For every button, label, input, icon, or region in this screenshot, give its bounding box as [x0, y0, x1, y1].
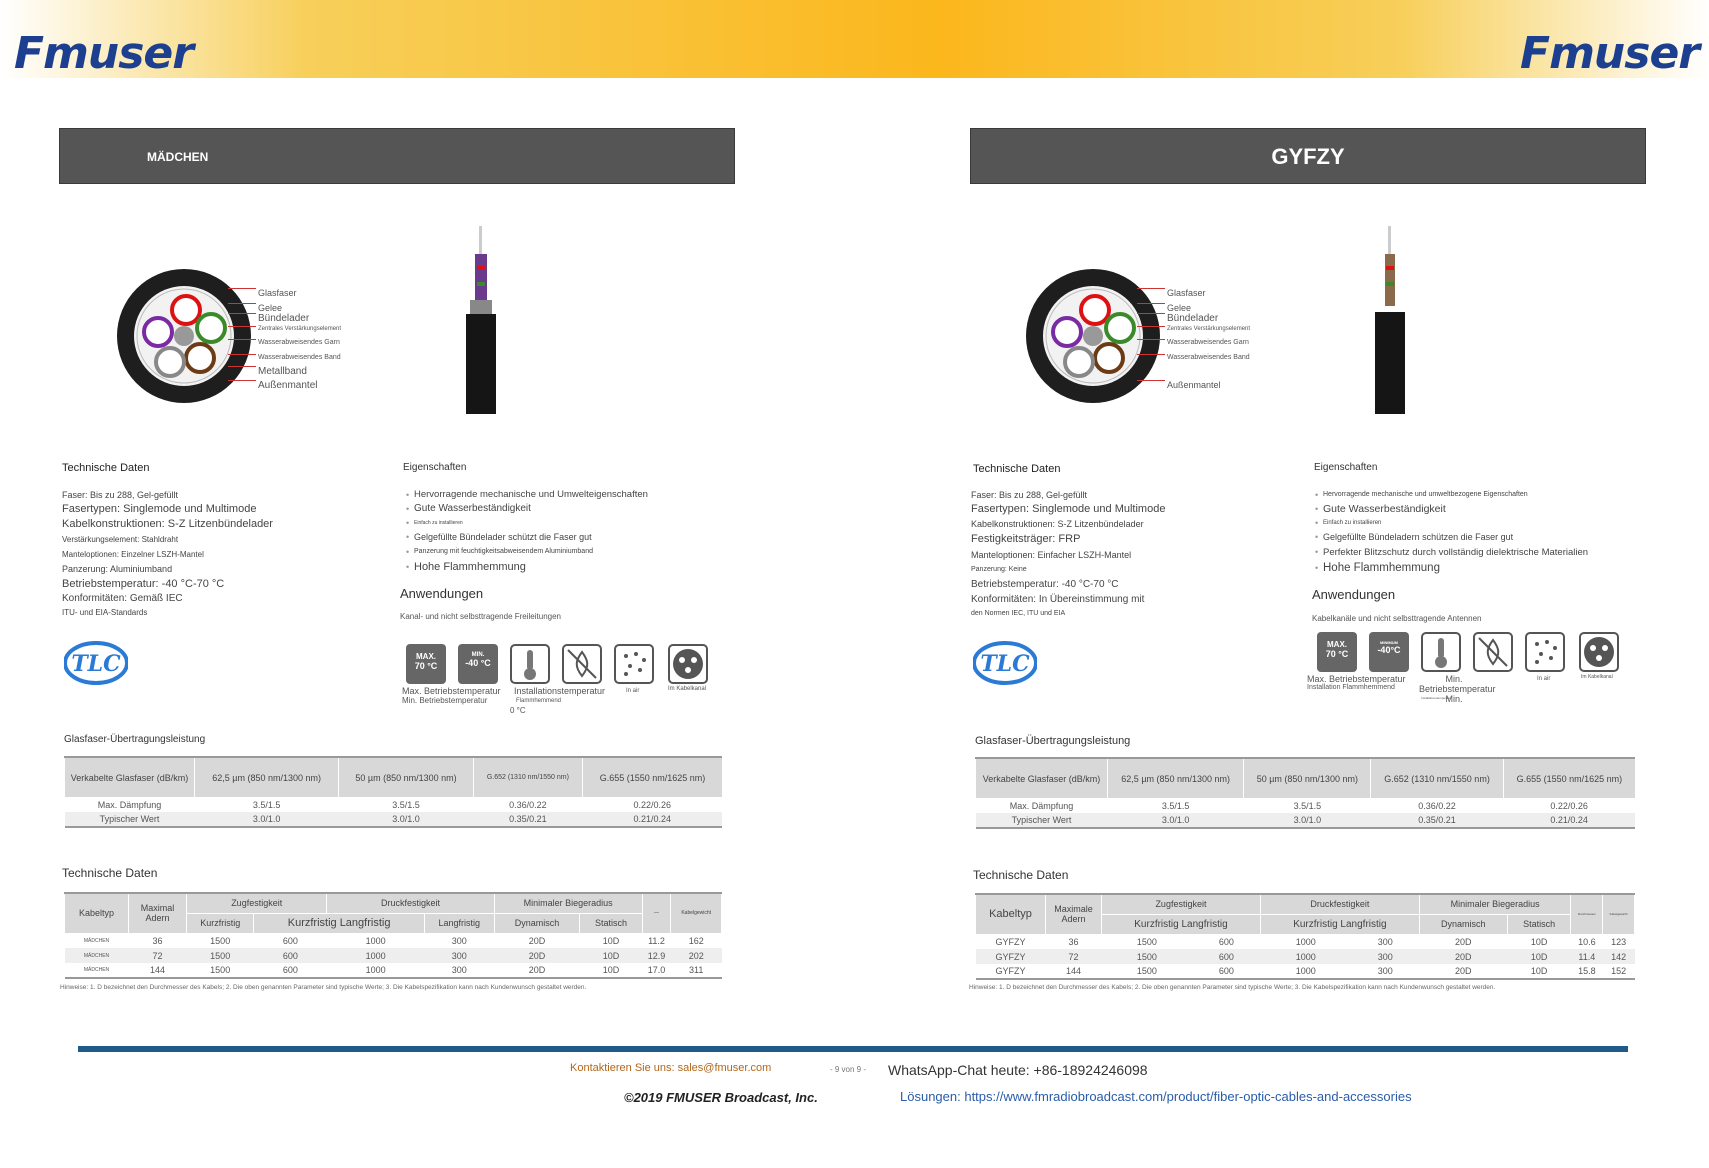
performance-table: [64, 756, 722, 828]
table-row: [976, 798, 1636, 813]
table-cell: 300: [451, 965, 467, 975]
column-header: Minimaler Biegeradius: [494, 893, 642, 913]
icon-label: Max. Betriebstemperatur: [1307, 674, 1406, 684]
column-header: Kabeltyp: [78, 908, 115, 919]
svg-text:TLC: TLC: [71, 651, 121, 677]
table-cell: 20D: [1455, 936, 1472, 947]
table-cell: 3.5/1.5: [1161, 800, 1190, 811]
table-cell: 300: [1351, 949, 1419, 964]
table-row: [976, 934, 1635, 949]
property-item: • Einfach zu installieren: [1315, 516, 1655, 530]
spec-item: ITU- und EIA-Standards: [62, 608, 148, 617]
svg-text:TLC: TLC: [980, 651, 1030, 677]
properties-heading: Eigenschaften: [1314, 462, 1378, 473]
column-header: 50 µm (850 nm/1300 nm): [339, 757, 473, 797]
spec-item: Festigkeitsträger: FRP: [971, 533, 1081, 545]
table-cell: 0.35/0.21: [473, 812, 582, 827]
spec-item: Kabelkonstruktionen: S-Z Litzenbündelader: [62, 518, 273, 530]
table-cell: 1000: [365, 935, 386, 946]
table-cell: 20D: [528, 935, 546, 946]
table-cell: 0.35/0.21: [1371, 813, 1503, 828]
table-cell: 3.0/1.0: [195, 812, 339, 827]
spec-item: Konformitäten: In Übereinstimmung mit: [971, 594, 1145, 605]
table-cell: 1000: [327, 948, 424, 963]
applications-text: Kanal- und nicht selbsttragende Freileitungen: [400, 612, 561, 621]
in-air-icon: [614, 644, 654, 684]
table-cell: 300: [424, 948, 494, 963]
max-temp-icon: MAX. 70 °C: [406, 644, 446, 684]
table-cell: 0.21/0.24: [583, 812, 722, 827]
table-cell: 1000: [365, 965, 386, 975]
property-item: • Einfach zu installieren: [406, 516, 746, 530]
icon-label: In air: [1537, 676, 1551, 682]
table-cell: 3.0/1.0: [1108, 813, 1244, 828]
tlc-logo: [973, 640, 1037, 686]
table-cell: 0.22/0.26: [1550, 800, 1588, 811]
column-header: Statisch: [580, 913, 642, 933]
column-header: Minimaler Biegeradius: [1419, 894, 1571, 914]
table-row: [65, 963, 722, 978]
spec-item: Fasertypen: Singlemode und Multimode: [62, 503, 257, 515]
properties-heading: Eigenschaften: [403, 462, 467, 473]
table-cell: 0.36/0.22: [509, 799, 547, 810]
cable-product-image: [464, 226, 498, 414]
column-header: Adern: [1061, 914, 1086, 925]
table-cell: 1500: [1136, 936, 1157, 947]
icon-label: Im Kabelkanal: [1581, 674, 1613, 680]
table-cell: 1500: [187, 948, 254, 963]
table-cell: 600: [254, 948, 327, 963]
thermometer-icon: [510, 644, 550, 684]
page-title: MÄDCHEN: [59, 128, 735, 184]
table-cell: 123: [1611, 936, 1627, 947]
column-header: Verkabelte Glasfaser (dB/km): [976, 758, 1108, 798]
table-cell: 20D: [494, 948, 580, 963]
table-cell: 1000: [1295, 966, 1316, 976]
icon-label: Min. Betriebstemperatur: [402, 696, 488, 705]
solutions-link[interactable]: Lösungen: https://www.fmradiobroadcast.com/product/fiber-optic-cables-and-accessories: [900, 1089, 1412, 1104]
tech-data-heading: Technische Daten: [973, 463, 1061, 475]
table-cell: Typischer Wert: [65, 812, 195, 827]
property-item: • Panzerung mit feuchtigkeitsabweisendem Aluminiumband: [406, 545, 746, 559]
table-cell: Max. Dämpfung: [1009, 800, 1074, 811]
table-cell: 311: [689, 965, 704, 975]
table-cell: 72: [129, 948, 187, 963]
applications-heading: Anwendungen: [1312, 587, 1396, 602]
table-cell: 20D: [1419, 949, 1507, 964]
column-header: Druckfestigkeit: [1260, 894, 1419, 914]
table-cell: Typischer Wert: [976, 813, 1108, 828]
table-cell: MÄDCHEN: [83, 967, 110, 973]
in-air-icon: [1525, 632, 1565, 672]
thermometer-icon: [1421, 632, 1461, 672]
column-header: 62,5 µm (850 nm/1300 nm): [195, 757, 339, 797]
table-cell: 10D: [602, 965, 620, 975]
table-cell: 10D: [1530, 936, 1548, 947]
table-cell: MÄDCHEN: [83, 937, 110, 944]
table-cell: 15.8: [1578, 966, 1596, 976]
column-header: Statisch: [1507, 914, 1571, 934]
tech-data-table: [64, 892, 722, 979]
table-cell: 11.4: [1571, 949, 1603, 964]
column-header: Langfristig: [424, 913, 494, 933]
table-cell: 1500: [1102, 949, 1193, 964]
table-row: [976, 964, 1635, 979]
spec-item: Verstärkungselement: Stahldraht: [62, 535, 179, 544]
cable-product-image: [1373, 226, 1407, 414]
table-cell: 1000: [1295, 936, 1316, 947]
table-cell: 600: [1218, 966, 1234, 976]
column-header: Kurzfristig Langfristig: [1102, 914, 1261, 934]
table-row: [976, 949, 1635, 964]
property-item: • Gute Wasserbeständigkeit: [1315, 502, 1655, 516]
column-header: Verkabelte Glasfaser (dB/km): [65, 757, 195, 797]
property-item: • Hervorragende mechanische und umweltbezogene Eigenschaften: [1315, 488, 1655, 502]
column-header: 50 µm (850 nm/1300 nm): [1244, 758, 1371, 798]
footer-divider: [78, 1046, 1628, 1052]
table-cell: Max. Dämpfung: [97, 799, 162, 810]
left-page: MÄDCHEN Glasfaser Gelee Bündelader Zentrales Verstärkungselement Wasserabweisendes Garn Wasserabweisendes Band Metallband Außenmantel Technische Daten Faser: Bis zu 288, Gel-gefüllt Fasertypen: Singlemode und Multimode Kabelkonstruktionen: S-Z Litzenbündelader Verstärkungselement: Stahldraht Manteloptionen: Einzelner LSZH-Mantel Panzerung: Aluminiumband Betriebstemperatur: -40 °C-70 °C Konformitäten: Gemäß IEC ITU- und EIA-Standards Eigenschaften • Hervorragende mechanische und Umwelteigenschaften • Gute Wasserbeständigkeit • Einfach zu installieren • Gelgefüllte Bündelader schützt die Faser gut • Panzerung mit feuchtigkeitsabweisendem Aluminiumband • Hohe Flammhemmung Anwendungen Kanal- und nicht selbsttragende Freileitungen TLC MAX. 70 °C MIN. -40 °C Max. Betriebstemperatur Min. Betriebstemperatur Installationstemperatur Flammhemmend 0 °C In air Im Kabelkanal Glasfaser-Übertragungsleistung Verkabelte Glasfaser (dB/km) 62,5 µm (850 nm/1300 nm) 50 µm (850 nm/1300 nm) G.652 (1310 nm/1550 nm) G.655 (1550 nm/1625 nm) Max. Dämpfung 3.5/1.5 3.5/1.5 0.36/0.22 0.22/0.26 Typischer Wert 3.0/1.0 3.0/1.0 0.35/0.21 0.21/0.24 Technische Daten Kabeltyp Maximal Adern Zugfestigkeit Druckfestigkeit Minimaler Biegeradius — Kabelgewicht Kurzfristig Kurzfristig Langfristig Langfristig Dynamisch Statisch MÄDCHEN 36 1500 600 1000 300 20D 10D 11.2 162 MÄDCHEN 72 1500 600 1000 300 20D 10D 12.9 202 MÄDCHEN 144 1500 600 1000 300 20D 10D 17.0 311 Hinweise: 1. D bezeichnet den Durchmesser des Kabels; 2. Die oben genannten Parameter sind typische Werte; 3. Die Kabelspezifikation kann nach Kundenwunsch gestaltet werden.: [56, 0, 796, 1000]
footnote: Hinweise: 1. D bezeichnet den Durchmesser des Kabels; 2. Die oben genannten Parameter sind typische Werte; 3. Die Kabelspezifikation kann nach Kundenwunsch gestaltet werden.: [60, 984, 587, 991]
column-header: 62,5 µm (850 nm/1300 nm): [1108, 758, 1244, 798]
table-cell: 0.22/0.26: [633, 799, 672, 810]
icon-label: Max. Betriebstemperatur: [402, 686, 501, 696]
table-cell: 1500: [210, 965, 231, 975]
column-header: Kurzfristig Langfristig: [1260, 914, 1419, 934]
table-cell: 3.5/1.5: [1293, 800, 1322, 811]
tech-data-heading-2: Technische Daten: [62, 866, 158, 880]
table-cell: 0.36/0.22: [1418, 800, 1456, 811]
table-row: [65, 948, 722, 963]
performance-heading: Glasfaser-Übertragungsleistung: [64, 734, 206, 745]
table-cell: 72: [1046, 949, 1102, 964]
spec-item: Konformitäten: Gemäß IEC: [62, 593, 183, 604]
table-cell: 36: [1068, 936, 1079, 947]
properties-list: [406, 488, 746, 575]
spec-item: den Normen IEC, ITU und EIA: [971, 610, 1066, 617]
tlc-logo: [64, 640, 128, 686]
property-item: • Hohe Flammhemmung: [406, 559, 746, 575]
table-row: [65, 797, 723, 812]
table-cell: 300: [451, 935, 467, 946]
table-cell: 20D: [1455, 966, 1472, 976]
copyright: ©2019 FMUSER Broadcast, Inc.: [624, 1090, 818, 1105]
column-header: Zugfestigkeit: [187, 893, 327, 913]
spec-item: Kabelkonstruktionen: S-Z Litzenbündelader: [971, 519, 1144, 529]
table-cell: 1000: [1260, 949, 1351, 964]
spec-item: Panzerung: Aluminiumband: [62, 564, 173, 574]
table-cell: 600: [1218, 936, 1234, 947]
table-cell: 1500: [210, 935, 231, 946]
column-header: Durchmesser: [1571, 894, 1603, 934]
table-cell: 3.5/1.5: [252, 799, 281, 810]
icon-label: Min. Betriebstemperatur Min.: [1419, 674, 1496, 704]
table-cell: 162: [688, 935, 704, 946]
column-header: G.652 (1310 nm/1550 nm): [473, 757, 582, 797]
max-temp-icon: MAX. 70 °C: [1317, 632, 1357, 672]
page-number: - 9 von 9 -: [830, 1065, 867, 1074]
property-item: • Gelgefüllte Bündelader schützt die Faser gut: [406, 530, 746, 545]
table-cell: 20D: [528, 965, 546, 975]
tech-data-table: [975, 893, 1635, 980]
performance-heading: Glasfaser-Übertragungsleistung: [975, 735, 1131, 747]
table-cell: 600: [1192, 949, 1260, 964]
icon-label: 0 °C: [510, 706, 526, 715]
min-temp-icon: MIN. -40 °C: [458, 644, 498, 684]
footnote: Hinweise: 1. D bezeichnet den Durchmesser des Kabels; 2. Die oben genannten Parameter sind typische Werte; 3. Die Kabelspezifikation kann nach Kundenwunsch gestaltet werden.: [969, 984, 1496, 991]
icon-label: In air: [626, 688, 640, 694]
table-row: [65, 812, 723, 827]
icon-label: Installation Flammhemmend: [1307, 684, 1395, 691]
column-header: G.652 (1310 nm/1550 nm): [1371, 758, 1503, 798]
column-header: Dynamisch: [494, 913, 580, 933]
spec-item: Faser: Bis zu 288, Gel-gefüllt: [971, 490, 1088, 500]
table-cell: 202: [671, 948, 722, 963]
contact-email-link[interactable]: Kontaktieren Sie uns: sales@fmuser.com: [570, 1062, 772, 1074]
spec-item: Faser: Bis zu 288, Gel-gefüllt: [62, 490, 179, 500]
table-cell: 142: [1603, 949, 1635, 964]
icon-label: Im Kabelkanal: [668, 686, 707, 692]
applications-heading: Anwendungen: [400, 586, 484, 601]
duct-icon: [1579, 632, 1619, 672]
table-cell: 3.5/1.5: [392, 799, 420, 810]
fmuser-logo[interactable]: Fmuser: [14, 28, 193, 79]
column-header: G.655 (1550 nm/1625 nm): [583, 757, 722, 797]
property-item: • Gelgefüllte Bündeladern schützen die Faser gut: [1315, 530, 1655, 545]
column-header: Kurzfristig Langfristig: [254, 913, 424, 933]
table-cell: 10.6: [1578, 936, 1596, 947]
column-header: Dynamisch: [1419, 914, 1507, 934]
table-cell: 1500: [1136, 966, 1157, 976]
table-cell: 144: [149, 965, 166, 975]
spec-item: Manteloptionen: Einzelner LSZH-Mantel: [62, 550, 204, 559]
spec-item: Fasertypen: Singlemode und Multimode: [971, 503, 1166, 515]
page-title: GYFZY: [970, 128, 1646, 184]
table-cell: 300: [1377, 966, 1393, 976]
right-page: GYFZY Glasfaser Gelee Bündelader Zentrales Verstärkungselement Wasserabweisendes Garn Wasserabweisendes Band Außenmantel Technische Daten Faser: Bis zu 288, Gel-gefüllt Fasertypen: Singlemode und Multimode Kabelkonstruktionen: S-Z Litzenbündelader Festigkeitsträger: FRP Manteloptionen: Einfacher LSZH-Mantel Panzerung: Keine Betriebstemperatur: -40 °C-70 °C Konformitäten: In Übereinstimmung mit den Normen IEC, ITU und EIA Eigenschaften • Hervorragende mechanische und umweltbezogene Eigenschaften • Gute Wasserbeständigkeit • Einfach zu installieren • Gelgefüllte Bündeladern schützen die Faser gut • Perfekter Blitzschutz durch vollständig dielektrische Materialien • Hohe Flammhemmung Anwendungen Kabelkanäle und nicht selbsttragende Antennen TLC MAX. 70 °C MINIMUM -40°C Max. Betriebstemperatur Installation Flammhemmend Min. Betriebstemperatur Min. Installationstemperatur In air Im Kabelkanal Glasfaser-Übertragungsleistung Verkabelte Glasfaser (dB/km) 62,5 µm (850 nm/1300 nm) 50 µm (850 nm/1300 nm) G.652 (1310 nm/1550 nm) G.655 (1550 nm/1625 nm) Max. Dämpfung 3.5/1.5 3.5/1.5 0.36/0.22 0.22/0.26 Typischer Wert 3.0/1.0 3.0/1.0 0.35/0.21 0.21/0.24 Technische Daten Kabeltyp Maximale Adern Zugfestigkeit Druckfestigkeit Minimaler Biegeradius Durchmesser Kabelgewicht Kurzfristig Langfristig Kurzfristig Langfristig Dynamisch Statisch GYFZY 36 1500 600 1000 300 20D 10D 10.6 123 GYFZY 72 1500 600 1000 300 20D 10D 11.4 142 GYFZY 144 1500 600 1000 300 20D 10D 15.8 152 Hinweise: 1. D bezeichnet den Durchmesser des Kabels; 2. Die oben genannten Parameter sind typische Werte; 3. Die Kabelspezifikation kann nach Kundenwunsch gestaltet werden.: [965, 0, 1705, 1000]
column-header: Kabelgewicht: [1603, 894, 1635, 934]
spec-item: Manteloptionen: Einfacher LSZH-Mantel: [971, 550, 1132, 560]
icon-label: Flammhemmend: [516, 698, 562, 704]
table-cell: GYFZY: [976, 949, 1046, 964]
table-cell: 36: [152, 935, 163, 946]
property-item: • Gute Wasserbeständigkeit: [406, 502, 746, 516]
performance-table: [975, 757, 1635, 829]
applications-text: Kabelkanäle und nicht selbsttragende Antennen: [1312, 614, 1482, 623]
column-header: Maximale: [1054, 904, 1093, 915]
fmuser-logo[interactable]: Fmuser: [1520, 28, 1699, 79]
column-header: Adern: [145, 913, 170, 924]
column-header: —: [642, 893, 671, 933]
table-cell: 10D: [580, 948, 642, 963]
spec-item: Betriebstemperatur: -40 °C-70 °C: [971, 579, 1119, 590]
table-cell: 144: [1065, 966, 1082, 976]
table-cell: 300: [1377, 936, 1393, 947]
column-header: Zugfestigkeit: [1102, 894, 1261, 914]
icon-label: Installationstemperatur: [1421, 696, 1452, 700]
column-header: Kabeltyp: [976, 894, 1046, 934]
property-item: • Hohe Flammhemmung: [1315, 560, 1655, 576]
table-cell: 600: [282, 965, 298, 975]
properties-list: [1315, 488, 1655, 576]
spec-item: Panzerung: Keine: [971, 566, 1027, 573]
table-cell: 10D: [602, 935, 620, 946]
property-item: • Hervorragende mechanische und Umwelteigenschaften: [406, 488, 746, 502]
icon-label: Installationstemperatur: [514, 686, 606, 696]
table-cell: 17.0: [647, 965, 666, 975]
duct-icon: [668, 644, 708, 684]
column-header: Kabelgewicht: [671, 893, 722, 933]
column-header: G.655 (1550 nm/1625 nm): [1503, 758, 1635, 798]
table-cell: 3.0/1.0: [1244, 813, 1371, 828]
table-cell: MÄDCHEN: [65, 948, 129, 963]
table-row: [976, 813, 1636, 828]
min-temp-icon: MINIMUM -40°C: [1369, 632, 1409, 672]
table-cell: 10D: [1530, 966, 1548, 976]
table-cell: GYFZY: [995, 936, 1026, 947]
column-header: Maximal: [140, 903, 175, 914]
tech-data-heading-2: Technische Daten: [973, 868, 1069, 882]
table-cell: 0.21/0.24: [1503, 813, 1635, 828]
table-cell: 600: [282, 935, 298, 946]
table-cell: 12.9: [642, 948, 671, 963]
column-header: Kurzfristig: [187, 913, 254, 933]
table-cell: GYFZY: [995, 966, 1026, 976]
table-cell: 3.0/1.0: [339, 812, 473, 827]
spec-list: [971, 488, 1291, 621]
table-cell: 11.2: [648, 935, 665, 946]
spec-list: [62, 488, 382, 620]
table-row: [65, 933, 722, 948]
flame-icon: [1473, 632, 1513, 672]
table-cell: 152: [1611, 966, 1627, 976]
table-cell: 10D: [1507, 949, 1571, 964]
spec-item: Betriebstemperatur: -40 °C-70 °C: [62, 578, 225, 590]
whatsapp-contact[interactable]: WhatsApp-Chat heute: +86-18924246098: [888, 1062, 1148, 1078]
column-header: Druckfestigkeit: [327, 893, 494, 913]
tech-data-heading: Technische Daten: [62, 462, 150, 474]
property-item: • Perfekter Blitzschutz durch vollständig dielektrische Materialien: [1315, 545, 1655, 560]
flame-icon: [562, 644, 602, 684]
